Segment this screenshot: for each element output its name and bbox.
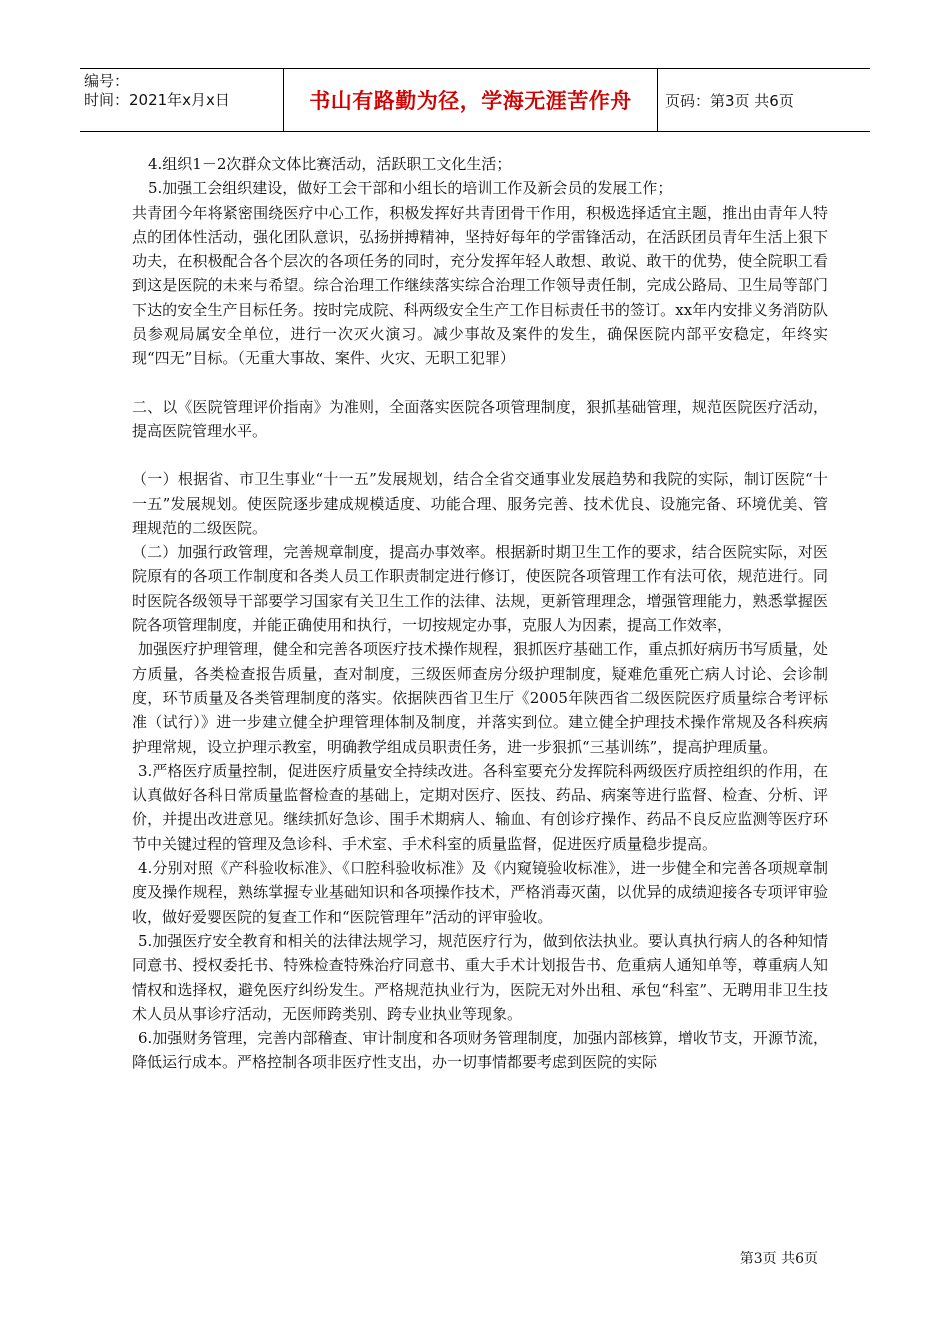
paragraph: 6.加强财务管理，完善内部稽查、审计制度和各项财务管理制度，加强内部核算，增收节支，开源节流，降低运行成本。严格控制各项非医疗性支出，办一切事情都要考虑到医院的实际 — [132, 1029, 828, 1072]
header-meta — [80, 69, 280, 131]
paragraph: 4.组织1－2次群众文体比赛活动，活跃职工文化生活； — [148, 155, 512, 173]
paragraph: 3.严格医疗质量控制，促进医疗质量安全持续改进。各科室要充分发挥院科两级医疗质控组织的作用，在认真做好各科日常质量监督检查的基础上，定期对医疗、医技、药品、病案等进行监督、检查、分析、评价，并提出改进意见。继续抓好急诊、围手术期病人、输血、有创诊疗操作、药品不良反应监测等医疗环节中关键过程的管理及急诊科、手术室、手术科室的质量监督，促进医疗质量稳步提高。 — [132, 761, 828, 853]
section-heading: 二、以《医院管理评价指南》为准则，全面落实医院各项管理制度，狠抓基础管理，规范医院医疗活动，提高医院管理水平。 — [132, 397, 828, 440]
header-page-number: 页码：第3页 共6页 — [665, 91, 794, 110]
page-footer: 第3页 共6页 — [739, 1251, 818, 1267]
paragraph: 加强医疗护理管理，健全和完善各项医疗技术操作规程，狠抓医疗基础工作，重点抓好病历书写质量，处方质量，各类检查报告质量，查对制度，三级医师查房分级护理制度，疑难危重死亡病人讨论、会诊制度，环节质量及各类管理制度的落实。依据陕西省卫生厅《2005年陕西省二级医院医疗质量综合考评标准（试行）》进一步建立健全护理管理体制及制度，并落实到位。建立健全护理技术操作常规及各科疾病护理常规，设立护理示教室，明确教学组成员职责任务，进一步狠抓“三基训练”，提高护理质量。 — [132, 640, 829, 756]
paragraph: 5.加强工会组织建设，做好工会干部和小组长的培训工作及新会员的发展工作； — [148, 179, 673, 198]
paragraph: 5.加强医疗安全教育和相关的法律法规学习，规范医疗行为，做到依法执业。要认真执行病人的各种知情同意书、授权委托书、特殊检查特殊治疗同意书、重大手术计划报告书、危重病人通知单等，尊重病人知情权和选择权，避免医疗纠纷发生。严格规范执业行为，医院无对外出租、承包“科室”、无聘用非卫生技术人员从事诊疗活动，无医师跨类别、跨专业执业等现象。 — [132, 931, 828, 1023]
paragraph: （二）加强行政管理，完善规章制度，提高办事效率。根据新时期卫生工作的要求，结合医院实际，对医院原有的各项工作制度和各类人员工作职责制定进行修订，使医院各项管理工作有法可依，规范进行。同时医院各级领导干部要学习国家有关卫生工作的法律、法规，更新管理理念，增强管理能力，熟悉掌握医院各项管理制度，并能正确使用和执行，一切按规定办事，克服人为因素，提高工作效率， — [132, 543, 828, 635]
header-motto: 书山有路勤为径，学海无涯苦作舟 — [283, 69, 658, 131]
paragraph: 共青团今年将紧密围绕医疗中心工作，积极发挥好共青团骨干作用，积极选择适宜主题，推出由青年人特点的团体性活动，强化团队意识，弘扬拼搏精神，坚持好每年的学雷锋活动，在活跃团员青年生活上狠下功夫，在积极配合各个层次的各项任务的同时，充分发挥年轻人敢想、敢说、敢干的优势，使全院职工看到这是医院的未来与希望。综合治理工作继续落实综合治理工作领导责任制，完成公路局、卫生局等部门下达的安全生产目标任务。按时完成院、科两级安全生产工作目标责任书的签订。xx年内安排义务消防队员参观局属安全单位，进行一次灭火演习。减少事故及案件的发生，确保医院内部平安稳定，年终实现“四无”目标。（无重大事故、案件、火灾、无职工犯罪） — [132, 203, 828, 368]
paragraph: （一）根据省、市卫生事业“十一五”发展规划，结合全省交通事业发展趋势和我院的实际，制订医院“十一五”发展规划。使医院逐步建成规模适度、功能合理、服务完善、技术优良、设施完备、环境优美、管理规范的二级医院。 — [132, 470, 828, 537]
page-header — [80, 68, 870, 132]
document-number-label: 编号： — [84, 72, 130, 90]
paragraph: 4.分别对照《产科验收标准》、《口腔科验收标准》及《内窥镜验收标准》，进一步健全和完善各项规章制度及操作规程，熟练掌握专业基础知识和各项操作技术，严格消毒灭菌，以优异的成绩迎接各专项评审验收，做好爱婴医院的复查工作和“医院管理年”活动的评审验收。 — [132, 859, 828, 926]
document-date: 时间：2021年x月x日 — [84, 91, 230, 109]
document-body — [132, 152, 829, 1075]
